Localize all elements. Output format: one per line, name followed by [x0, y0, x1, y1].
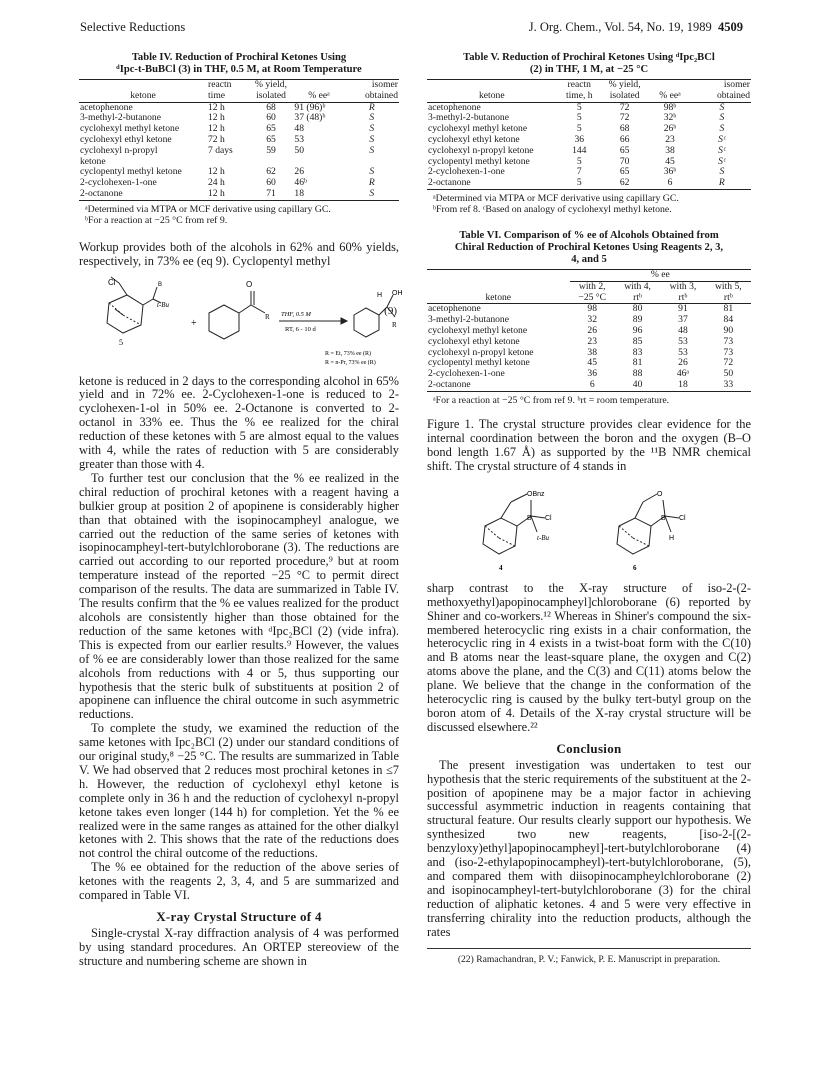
cell-time: 12 h	[208, 166, 225, 178]
cell-ketone: 3-methyl-2-butanone	[428, 314, 509, 326]
table6-header-with4-bottom: rtᵇ	[633, 291, 642, 303]
boron-atom-label: B	[158, 281, 163, 288]
cell-ee: 45	[665, 155, 675, 167]
cell-isomer: S	[719, 101, 725, 113]
paragraph: To further test our conclusion that the % ee realized in the chiral reduction of prochiral ketones with a reagent having a bulkier group at position 2 of apopinene is considerably higher than that obtained with the isopinocampheyl analogue, we carried out the reduction of the same series of ketones with isopinocampheyl-tert-butylchloroborane (3). The reductions are carried out according to our reported procedure,⁹ but at room temperature instead of the reported −25 °C to permit direct comparison of the results. The data are summarized in Table IV. The results confirm that the % ee values realized for the product alcohols are consistently higher than those obtained for the reduction of the same ketones with ᵈIpc₂BCl (2) (vide infra). This is expected from our earlier results.⁹ However, the values of % ee are considerably lower than those realized for the same alcohols from reductions with 4 or 5, thus supporting our hypothesis that the steric bulk of substituents at position 2 of apopinene can influence the chiral outcome in such asymmetric reductions.	[79, 470, 399, 722]
cell-ee-with2: 36	[587, 368, 598, 380]
table5-footnotes	[427, 193, 751, 216]
cell-yield: 72	[619, 112, 630, 124]
scheme-product-h: H	[377, 291, 383, 299]
cell-time: 5	[576, 155, 582, 167]
cell-ee-with4: 96	[632, 324, 643, 336]
cell-ee-with5: 84	[723, 314, 734, 326]
cell-ee-with4: 80	[632, 303, 643, 315]
structures-drawing	[427, 480, 751, 576]
cell-ee: 26ᵇ	[663, 123, 677, 135]
table6-header-with3	[660, 281, 705, 304]
cell-time: 7 days	[208, 144, 233, 156]
cell-ee-with5: 73	[723, 335, 734, 347]
cell-ee-with3: 37	[678, 314, 688, 326]
cell-isomer: Sᶜ	[718, 144, 726, 156]
cell-ee-with4: 40	[632, 378, 643, 390]
cell-ee-with5: 73	[723, 346, 734, 358]
cell-ee-with3: 53	[678, 335, 688, 347]
cell-ee: 37 (48)ᵇ	[294, 112, 326, 124]
table-row	[79, 189, 399, 200]
cell-yield: 65	[619, 144, 630, 156]
fig-right-h: H	[669, 534, 675, 542]
cell-ketone: acetophenone	[428, 101, 481, 113]
table5-footnote-a: ᵃDetermined via MTPA or MCF derivative using capillary GC.	[433, 192, 679, 204]
cell-isomer: S	[369, 144, 375, 156]
table6-header-with3-top: with 3,	[669, 280, 697, 292]
cell-ketone: cyclohexyl ethyl ketone	[80, 133, 172, 145]
structures-figure	[427, 480, 751, 576]
cell-isomer: Sᶜ	[718, 155, 726, 167]
table6-footnote: ᵃFor a reaction at −25 °C from ref 9. ᵇrt = room temperature.	[433, 394, 670, 406]
product-ring	[354, 308, 379, 337]
cell-ee: 50	[294, 144, 304, 156]
cell-time: 12 h	[208, 101, 225, 113]
table4-header-time	[207, 80, 249, 103]
table5-body	[427, 102, 751, 189]
cell-time: 7	[576, 166, 582, 178]
cell-ketone: 2-octanone	[428, 177, 471, 189]
table6-header-with5	[706, 281, 751, 304]
reaction-scheme-drawing	[79, 273, 403, 373]
cell-ee-with4: 83	[632, 346, 643, 358]
cell-ketone: cyclopentyl methyl ketone	[80, 166, 182, 178]
cell-time: 5	[576, 123, 582, 135]
fig-left-obnz: OBnz	[527, 490, 545, 498]
table6-caption-line2: Chiral Reduction of Prochiral Ketones Using Reagents 2, 3,	[454, 241, 724, 253]
section-heading-conclusion: Conclusion	[556, 740, 622, 756]
cell-ketone: cyclohexyl methyl ketone	[80, 123, 180, 135]
table5-header-yield	[602, 80, 647, 103]
cell-yield: 66	[619, 133, 630, 145]
table6-caption-line3: 4, and 5	[571, 253, 607, 265]
table6-header-with3-bottom: rtᵇ	[678, 291, 688, 303]
paragraph: sharp contrast to the X-ray structure of iso-2-(2-methoxyethyl)apopinocampheyl]chloroborane (6) reported by Shiner and co-workers.¹² Whereas in Shiner's compound the six-membered heterocyclic ring exists in a chair conformation, the heterocyclic ring in 4 exists in a twist-boat form with the C(10) and B atoms near the least-square plane, the oxygen and C(2) atoms above the plane, and the C(3) and C(11) atoms below the plane. We believe that the change in the conformation of the heterocyclic ring is caused by the bulky tert-butyl group on the boron atom of 4. Details of the X-ray crystal structure will be discussed elsewhere.²²	[427, 580, 751, 734]
cell-ee: 38	[665, 144, 675, 156]
cell-ee: 53	[294, 133, 304, 145]
table4-footnote-a: ᵃDetermined via MTPA or MCF derivative using capillary GC.	[85, 203, 331, 215]
cell-yield: 70	[619, 155, 630, 167]
cell-ee-with5: 81	[723, 303, 734, 315]
equation-number: (9)	[384, 304, 397, 317]
cell-ee: 36ᵇ	[663, 166, 677, 178]
cell-ketone: 3-methyl-2-butanone	[80, 112, 161, 124]
cell-time: 24 h	[208, 177, 225, 189]
table-row	[427, 146, 751, 157]
table5-header-isomer-bottom: obtained	[716, 89, 750, 101]
carbonyl-oxygen-label: O	[246, 279, 253, 289]
table-row	[427, 369, 751, 380]
pinane-ring	[107, 295, 143, 333]
scheme-product-r: R	[392, 320, 397, 329]
cell-yield: 62	[266, 166, 276, 178]
cell-isomer: R	[368, 177, 375, 189]
cell-ketone: 2-cyclohexen-1-one	[428, 368, 505, 380]
cell-ee-with3: 18	[678, 378, 688, 390]
paragraph: Single-crystal X-ray diffraction analysis of 4 was performed by using standard procedures. An ORTEP stereoview of the structure and numbering scheme are shown in	[79, 925, 399, 968]
compound4-ring	[483, 518, 517, 554]
table4-caption-line1: Table IV. Reduction of Prochiral Ketones Using	[131, 52, 347, 63]
table5-caption-line2: (2) in THF, 1 M, at −25 °C	[529, 64, 649, 75]
cell-isomer: S	[369, 112, 375, 124]
cell-ketone: cyclohexyl n-propyl ketone	[428, 346, 534, 358]
cell-ee: 32ᵇ	[663, 112, 677, 124]
cell-ee-with3: 48	[678, 324, 688, 336]
cell-time: 144	[572, 144, 587, 156]
cell-ketone: acetophenone	[428, 303, 481, 315]
cell-ee: 91 (96)ᵇ	[294, 101, 326, 113]
table6-header-with5-top: with 5,	[714, 280, 742, 292]
cell-ketone: cyclohexyl n-propyl ketone	[428, 144, 534, 156]
cell-isomer: S	[719, 166, 725, 178]
table6-header-with5-bottom: rtᵇ	[723, 291, 733, 303]
table5-header-isomer	[693, 80, 751, 103]
table6-group-header: % ee	[570, 269, 751, 281]
table4-header-time-top: reactn	[208, 79, 232, 90]
svg-text:+: +	[191, 317, 197, 329]
table6-header-with2-top: with 2,	[578, 280, 606, 292]
table5-header-time	[557, 80, 602, 103]
cell-ee-with4: 88	[632, 368, 643, 380]
table5-header-ee: % eeᵃ	[659, 89, 681, 101]
table6-header-with4	[615, 281, 660, 304]
table5-caption	[427, 52, 751, 76]
fig-right-oxygen: O	[657, 490, 663, 498]
cell-ketone: 2-octanone	[80, 187, 123, 199]
table6-body	[427, 304, 751, 391]
table5-caption-line1: Table V. Reduction of Prochiral Ketones Using ᵈIpc₂BCl	[463, 52, 715, 63]
cell-ee-with2: 98	[587, 303, 598, 315]
cell-ee-with4: 89	[632, 314, 643, 326]
cell-ee: 46ᵇ	[294, 177, 307, 189]
fig-left-boron: B	[527, 514, 532, 522]
cell-ketone: cyclopentyl methyl ketone	[428, 155, 530, 167]
table6	[427, 269, 751, 392]
table6-header-ketone: ketone	[485, 291, 512, 303]
table6-header-with2-bottom: −25 °C	[578, 291, 607, 303]
cell-ee: 6	[667, 177, 673, 189]
right-body-text	[427, 418, 751, 966]
cell-ee-with5: 50	[723, 368, 734, 380]
cell-isomer: R	[368, 101, 375, 113]
fig-left-cl: Cl	[545, 514, 552, 522]
cell-time: 36	[574, 133, 585, 145]
scheme-conditions-top: THF, 0.5 M	[281, 310, 311, 318]
cell-ketone: cyclohexyl ethyl ketone	[428, 133, 520, 145]
table4-header-time-bottom: time	[208, 89, 226, 101]
cell-ee: 48	[294, 123, 304, 135]
cl-atom-label: Cl	[108, 277, 116, 287]
cell-ketone: acetophenone	[80, 101, 133, 113]
paragraph: The % ee obtained for the reduction of the above series of ketones with the reagents 2, 3, 4, and 5 are summarized and compared in Table VI.	[79, 860, 399, 903]
table5-header-time-bottom: time, h	[565, 89, 593, 101]
fig-right-cl: Cl	[679, 514, 686, 522]
table5-header-yield-top: % yield,	[608, 79, 641, 90]
table6-caption	[427, 230, 751, 266]
table6-header-with4-top: with 4,	[624, 280, 651, 292]
cell-yield: 60	[266, 112, 276, 124]
journal-citation: J. Org. Chem., Vol. 54, No. 19, 1989	[528, 20, 712, 34]
cell-ee: 26	[294, 166, 304, 178]
cell-ketone: 2-octanone	[428, 378, 471, 390]
left-body-text	[79, 239, 403, 969]
cell-yield: 60	[266, 177, 276, 189]
table5-header-yield-bottom: isolated	[609, 89, 640, 101]
cell-ee-with2: 32	[587, 314, 598, 326]
table4-header-yield-top: % yield,	[255, 79, 287, 90]
cell-isomer: S	[369, 166, 375, 178]
table4-header-ee: % eeᵃ	[308, 89, 330, 101]
cell-isomer: S	[719, 123, 725, 135]
table4	[79, 79, 399, 201]
cell-ketone: 3-methyl-2-butanone	[428, 112, 509, 124]
table6-header-with2	[570, 281, 615, 304]
cell-time: 12 h	[208, 187, 225, 199]
cell-ee-with3: 53	[678, 346, 688, 358]
cell-yield: 62	[619, 177, 630, 189]
cell-time: 5	[576, 177, 582, 189]
cell-isomer: S	[369, 123, 375, 135]
reference-22: (22) Ramachandran, P. V.; Fanwick, P. E. Manuscript in preparation.	[427, 948, 751, 967]
cell-time: 5	[576, 112, 582, 124]
cell-time: 72 h	[208, 133, 225, 145]
cell-ee-with4: 85	[632, 335, 643, 347]
table4-header-isomer-top: isomer	[371, 79, 398, 90]
cell-ee-with2: 6	[589, 378, 595, 390]
scheme-tbu-label: t-Bu	[157, 300, 170, 309]
reaction-scheme-eq9	[79, 273, 403, 373]
table4-footnotes	[79, 204, 399, 227]
cell-isomer: S	[369, 133, 375, 145]
cell-ee-with4: 81	[632, 357, 643, 369]
cell-ketone: cyclohexyl ethyl ketone	[428, 335, 520, 347]
scheme-result-1: R = Et, 73% ee (R)	[325, 350, 372, 357]
table6-footnotes	[427, 395, 751, 407]
cell-ketone: cyclohexyl n-propyl	[80, 144, 158, 156]
cell-ketone: cyclohexyl methyl ketone	[428, 324, 528, 336]
cell-isomer: R	[718, 177, 725, 189]
table4-header-isomer	[345, 80, 399, 103]
table4-caption-line2: ᵈIpc-t-BuBCl (3) in THF, 0.5 M, at Room Temperature	[116, 64, 362, 75]
fig-left-tbu: t-Bu	[537, 533, 550, 542]
cell-ketone: cyclohexyl methyl ketone	[428, 123, 528, 135]
left-column	[79, 52, 403, 969]
cell-ee-with2: 26	[587, 324, 598, 336]
table-row	[427, 337, 751, 348]
cell-ee: 18	[294, 187, 304, 199]
cell-isomer: S	[719, 112, 725, 124]
cell-ketone: 2-cyclohexen-1-one	[80, 177, 157, 189]
cell-yield: 72	[619, 101, 630, 113]
cell-ee-with2: 38	[587, 346, 598, 358]
cell-ketone: cyclopentyl methyl ketone	[428, 357, 530, 369]
cell-ee-with2: 23	[587, 335, 598, 347]
cell-time: 12 h	[208, 112, 225, 124]
cell-ee-with3: 91	[678, 303, 688, 315]
cell-yield: 59	[266, 144, 276, 156]
compound6-ring	[617, 518, 651, 554]
paragraph: Figure 1. The crystal structure provides clear evidence for the internal coordination between the boron and the oxygen (B–O bond length 1.67 Å) as supported by the ¹¹B NMR chemical shift. The crystal structure of 4 stands in	[427, 417, 751, 473]
table5-header-time-top: reactn	[567, 79, 591, 90]
cell-ee-with3: 26	[678, 357, 688, 369]
right-column	[427, 52, 751, 966]
table4-header-yield	[249, 80, 294, 103]
cell-ee: 23	[665, 133, 675, 145]
scheme-result-2: R = n-Pr, 73% ee (R)	[325, 359, 376, 366]
cyclohexyl-ring	[209, 305, 239, 339]
cell-isomer: Sᶜ	[718, 133, 726, 145]
table-row	[427, 178, 751, 189]
scheme-reagent-number: 5	[119, 337, 123, 347]
cell-time: 5	[576, 101, 582, 113]
table4-caption	[79, 52, 399, 76]
cell-yield: 65	[266, 133, 276, 145]
table5	[427, 79, 751, 190]
table4-footnote-b: ᵇFor a reaction at −25 °C from ref 9.	[85, 215, 228, 227]
table-row	[79, 178, 399, 189]
table4-header-yield-bottom: isolated	[256, 89, 286, 101]
running-header-journal	[529, 20, 743, 35]
cell-ketone: ketone	[80, 155, 106, 167]
paragraph: The present investigation was undertaken to test our hypothesis that the steric requirements of the substituent at the 2-position of apopinene may be a major factor in achieving successful asymmetric induction in reagents containing that structural feature. Our results clearly support our hypothesis. We synthesized two new reagents, [iso-2-[(2-benzyloxy)ethyl]apopinocampheyl]-tert-butylchloroborane (4) and (iso-2-ethylapopinocampheyl)-tert-butylchloroborane, (5), and compared them with diisopinocampheylchloroborane (2) and isopinocampheyl-tert-butylchloroborane (3) for the chiral reduction of aliphatic ketones. 4 and 5 were very effective in transferring chirality into the reduction products, although the rates	[427, 757, 751, 939]
cell-ee: 98ᵇ	[663, 101, 677, 113]
table-row	[427, 167, 751, 178]
cell-yield: 71	[266, 187, 276, 199]
cell-yield: 68	[619, 123, 630, 135]
cell-ee-with5: 90	[723, 324, 734, 336]
fig-right-number: 6	[633, 563, 637, 572]
scheme-conditions-bottom: RT, 6 - 10 d	[285, 325, 316, 333]
cell-ee-with2: 45	[587, 357, 598, 369]
cell-yield: 65	[266, 123, 276, 135]
table5-header-isomer-top: isomer	[723, 79, 750, 90]
cell-ee-with5: 72	[723, 357, 734, 369]
cell-yield: 65	[619, 166, 630, 178]
table4-body	[79, 102, 399, 200]
table-row	[427, 380, 751, 391]
running-header-title: Selective Reductions	[80, 20, 186, 34]
page-number: 4509	[718, 20, 743, 34]
table5-header-ketone: ketone	[479, 89, 505, 101]
fig-right-boron: B	[661, 514, 666, 522]
table5-footnote-bc: ᵇFrom ref 8. ᶜBased on analogy of cyclohexyl methyl ketone.	[433, 204, 672, 216]
paragraph: Workup provides both of the alcohols in 62% and 60% yields, respectively, in 73% ee (eq 9). Cyclopentyl methyl	[79, 239, 399, 268]
table4-header-ketone: ketone	[130, 89, 156, 101]
scheme-product-oh: OH	[392, 289, 403, 297]
paragraph: To complete the study, we examined the reduction of the same ketones with Ipc₂BCl (2) under our standard conditions of our original study,⁸ −25 °C. The results are summarized in Table V. We had observed that 2 reduces most prochiral ketones in ≤7 h. However, the reduction of cyclohexyl ethyl ketone is complete only in 36 h and the reduction of cyclohexyl n-propyl ketone takes even longer (144 h) for completion. Yet the % ee realized were in the same ranges as attained for the other dialkyl ketones with 2. This shows that the rate of the reductions does not control the chiral outcome of the reductions.	[79, 721, 399, 861]
table6-caption-line1: Table VI. Comparison of % ee of Alcohols Obtained from	[459, 229, 719, 241]
cell-isomer: S	[369, 187, 375, 199]
cell-ee-with3: 46ᵃ	[676, 368, 690, 380]
cell-ketone: 2-cyclohexen-1-one	[428, 166, 505, 178]
paragraph: ketone is reduced in 2 days to the corresponding alcohol in 65% yield and in 72% ee. 2-Cyclohexen-1-one is reduced to 2-cyclohexen-1-ol in 50% ee. 2-Octanone is converted to 2-octanol in 33% ee. Thus the % ee realized for the chiral reduction of these ketones with 5 are almost equal to the values with 4, while the rates of reduction with 5 are considerably greater than those with 4.	[79, 373, 399, 472]
section-heading-xray: X-ray Crystal Structure of 4	[156, 909, 322, 925]
table4-header-isomer-bottom: obtained	[364, 89, 398, 101]
fig-left-number: 4	[499, 563, 503, 572]
cell-time: 12 h	[208, 123, 225, 135]
cell-yield: 68	[266, 101, 276, 113]
cell-ee-with5: 33	[723, 378, 734, 390]
table-row	[79, 146, 399, 157]
scheme-r-label: R	[265, 312, 270, 321]
